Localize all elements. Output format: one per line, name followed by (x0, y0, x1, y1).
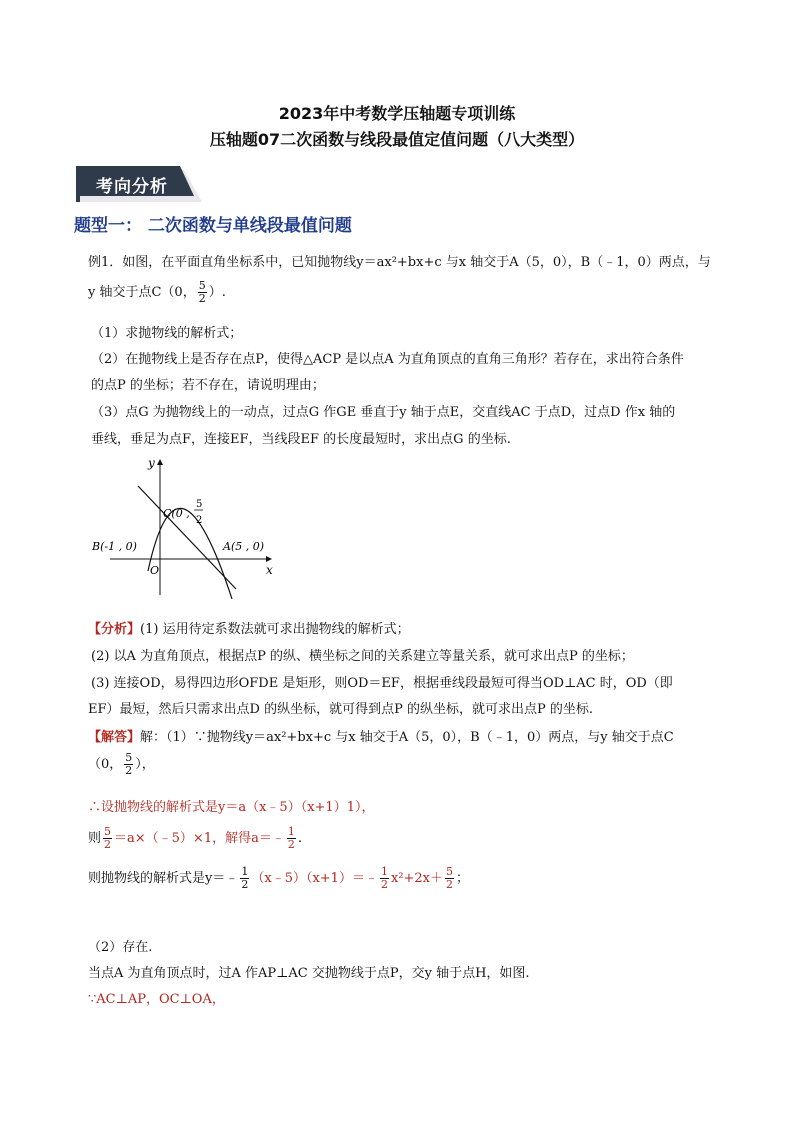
solution-line-3: ∴设抛物线的解析式是y＝a（x﹣5）（x+1）1）， (88, 800, 375, 815)
analysis-line-3: (3) 连接OD，易得四边形OFDE 是矩形，则OD＝EF，根据垂线段最短可得当OD⊥AC 时，OD（即 (91, 676, 673, 691)
solution-line-1: 【解答】解：（1）∵抛物线y＝ax²+bx+c 与x 轴交于A（5，0），B（﹣1，0）两点，与y 轴交于点C (88, 730, 674, 745)
solution-line-5: 则抛物线的解析式是y＝﹣ $\frac{1}{2}$ （x﹣5）（x+1）＝﹣ $\frac{1}{2}$ x²+2x＋ $\frac{5}{2}$ ； (88, 865, 470, 891)
solution-line-2: （0， $\frac{5}{2}$ ）， (88, 751, 155, 777)
solution-line-7: 当点A 为直角顶点时，过A 作AP⊥AC 交抛物线于点P，交y 轴于点H，如图. (88, 966, 530, 981)
x-axis-arrow (266, 556, 272, 562)
solution-line-4: 则 $\frac{5}{2}$ ＝a×（﹣5）×1，解得a＝﹣ $\frac{1}{2}$ . (88, 825, 302, 851)
x-axis-label: x (266, 563, 273, 577)
analysis-line-1: 【分析】(1) 运用待定系数法就可求出抛物线的解析式； (88, 622, 410, 637)
parabola-figure (90, 453, 290, 603)
question-3a: （3）点G 为抛物线上的一动点，过点G 作GE 垂直于y 轴于点E，交直线AC 于点D，过点D 作x 轴的 (91, 405, 676, 420)
point-c-numerator: 5 (196, 499, 203, 510)
section-heading: 题型一： 二次函数与单线段最值问题 (74, 216, 352, 236)
document-title: 2023年中考数学压轴题专项训练 (278, 104, 516, 123)
origin-label: O (150, 564, 160, 577)
solution-line-6: （2）存在. (88, 940, 153, 955)
document-subtitle: 压轴题07二次函数与线段最值定值问题（八大类型） (209, 130, 585, 149)
example-line-1: 例1．如图，在平面直角坐标系中，已知抛物线y＝ax²+bx+c 与x 轴交于A（5，0），B（﹣1，0）两点，与 (88, 255, 711, 270)
point-b-label: B(-1 , 0) (92, 540, 137, 553)
y-axis-arrow (157, 459, 163, 465)
y-axis-label: y (148, 456, 155, 470)
example-line-2: y 轴交于点C（0， $\frac{5}{2}$ ）. (88, 279, 226, 305)
analysis-line-4: EF）最短，然后只需求出点D 的纵坐标，就可得到点P 的纵坐标，就可求出点P 的坐标. (88, 702, 593, 717)
question-2b: 的点P 的坐标；若不存在，请说明理由； (91, 378, 325, 393)
solution-line-8: ∵AC⊥AP，OC⊥OA， (88, 992, 225, 1007)
point-a-label: A(5 , 0) (223, 540, 265, 553)
question-2a: （2）在抛物线上是否存在点P，使得△ACP 是以点A 为直角顶点的直角三角形？若存在，求出符合条件 (91, 352, 684, 367)
point-c-label: C(0 , (163, 507, 190, 520)
section-banner-label: 考向分析 (96, 177, 168, 197)
parabola-curve (148, 508, 232, 599)
analysis-line-2: (2) 以A 为直角顶点，根据点P 的纵、横坐标之间的关系建立等量关系，就可求出点P 的坐标； (91, 649, 634, 664)
point-c-denominator: 2 (196, 515, 203, 526)
question-1: （1）求抛物线的解析式； (91, 326, 243, 341)
question-3b: 垂线，垂足为点F，连接EF，当线段EF 的长度最短时，求出点G 的坐标. (91, 432, 511, 447)
